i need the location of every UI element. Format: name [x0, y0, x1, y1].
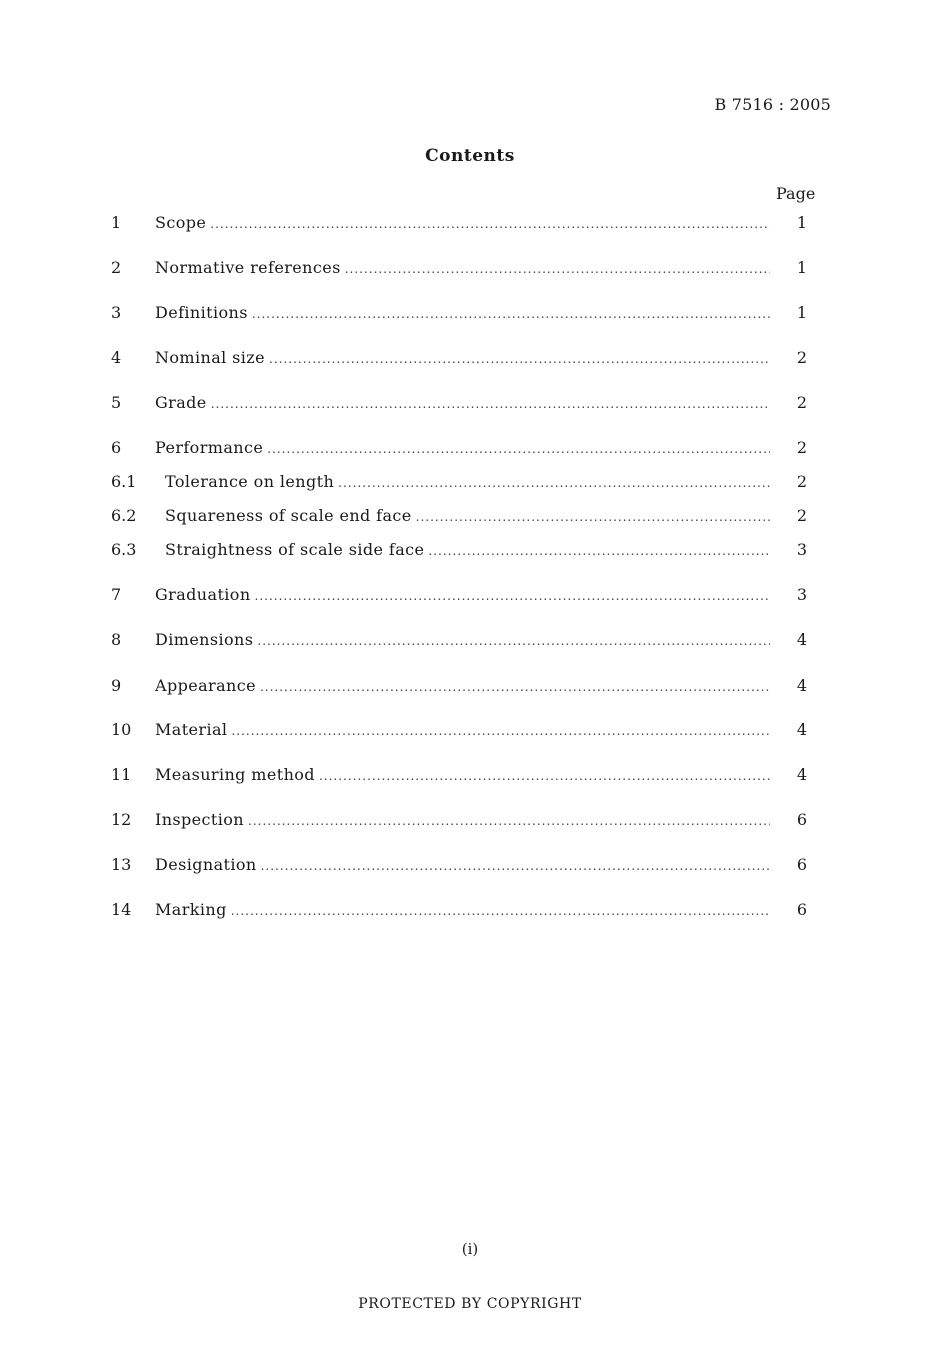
toc-number: 12: [111, 810, 132, 829]
leader-dots: [416, 510, 770, 524]
toc-page: 2: [796, 472, 808, 491]
toc-label: Grade: [155, 393, 211, 412]
toc-number: 8: [111, 630, 122, 649]
toc-number: 4: [111, 348, 122, 367]
toc-number: 6.1: [111, 472, 137, 491]
toc-page: 4: [796, 720, 808, 739]
toc-number: 7: [111, 585, 122, 604]
toc-label: Graduation: [155, 585, 255, 604]
leader-dots: [269, 352, 770, 366]
toc-label: Squareness of scale end face: [165, 506, 416, 525]
toc-label: Tolerance on length: [165, 472, 338, 491]
toc-entry[interactable]: [0, 676, 950, 700]
toc-label: Designation: [155, 855, 261, 874]
toc-number: 14: [111, 900, 132, 919]
leader-dots: [252, 307, 770, 321]
leader-dots: [338, 476, 770, 490]
toc-subentry[interactable]: [0, 472, 950, 496]
toc-number: 3: [111, 303, 122, 322]
toc-entry[interactable]: [0, 213, 950, 237]
toc-number: 5: [111, 393, 122, 412]
toc-page: 2: [796, 506, 808, 525]
toc-subentry[interactable]: [0, 540, 950, 564]
toc-page: 4: [796, 765, 808, 784]
toc-entry[interactable]: [0, 303, 950, 327]
leader-dots: [428, 544, 770, 558]
toc-entry[interactable]: [0, 630, 950, 654]
leader-dots: [255, 589, 770, 603]
toc-number: 13: [111, 855, 132, 874]
toc-label: Measuring method: [155, 765, 319, 784]
toc-page: 6: [796, 810, 808, 829]
toc-label: Definitions: [155, 303, 252, 322]
toc-page: 3: [796, 585, 808, 604]
toc-page: 1: [796, 213, 808, 232]
toc-number: 2: [111, 258, 122, 277]
toc-label: Marking: [155, 900, 231, 919]
toc-page: 6: [796, 900, 808, 919]
leader-dots: [319, 769, 770, 783]
toc-label: Performance: [155, 438, 267, 457]
toc-entry[interactable]: [0, 393, 950, 417]
leader-dots: [210, 217, 770, 231]
toc-entry[interactable]: [0, 855, 950, 879]
leader-dots: [248, 814, 770, 828]
toc-label: Normative references: [155, 258, 345, 277]
toc-page: 2: [796, 438, 808, 457]
toc-number: 6.3: [111, 540, 137, 559]
toc-page: 3: [796, 540, 808, 559]
toc-number: 1: [111, 213, 122, 232]
toc-entry[interactable]: [0, 810, 950, 834]
leader-dots: [345, 262, 770, 276]
toc-label: Inspection: [155, 810, 248, 829]
toc-page: 1: [796, 258, 808, 277]
toc-label: Scope: [155, 213, 210, 232]
leader-dots: [211, 397, 770, 411]
toc-label: Dimensions: [155, 630, 257, 649]
page-column-label: Page: [776, 184, 816, 203]
toc-entry[interactable]: [0, 438, 950, 462]
toc-number: 6: [111, 438, 122, 457]
toc-label: Material: [155, 720, 231, 739]
leader-dots: [261, 859, 770, 873]
footer-page-number: (i): [461, 1240, 479, 1258]
toc-page: 2: [796, 348, 808, 367]
leader-dots: [231, 904, 770, 918]
toc-entry[interactable]: [0, 765, 950, 789]
toc-page: 4: [796, 630, 808, 649]
standard-number: B 7516 : 2005: [714, 95, 831, 114]
leader-dots: [267, 442, 770, 456]
toc-page: 4: [796, 676, 808, 695]
toc-entry[interactable]: [0, 720, 950, 744]
page-title: Contents: [425, 146, 515, 166]
toc-page: 2: [796, 393, 808, 412]
leader-dots: [257, 634, 770, 648]
copyright-notice: PROTECTED BY COPYRIGHT: [358, 1296, 582, 1312]
toc-entry[interactable]: [0, 348, 950, 372]
toc-label: Appearance: [155, 676, 260, 695]
toc-subentry[interactable]: [0, 506, 950, 530]
toc-label: Straightness of scale side face: [165, 540, 428, 559]
toc-number: 6.2: [111, 506, 137, 525]
toc-page: 6: [796, 855, 808, 874]
toc-page: 1: [796, 303, 808, 322]
leader-dots: [231, 724, 770, 738]
toc-number: 9: [111, 676, 122, 695]
leader-dots: [260, 680, 770, 694]
toc-number: 10: [111, 720, 132, 739]
toc-entry[interactable]: [0, 900, 950, 924]
toc-entry[interactable]: [0, 258, 950, 282]
toc-label: Nominal size: [155, 348, 269, 367]
toc-number: 11: [111, 765, 132, 784]
toc-entry[interactable]: [0, 585, 950, 609]
